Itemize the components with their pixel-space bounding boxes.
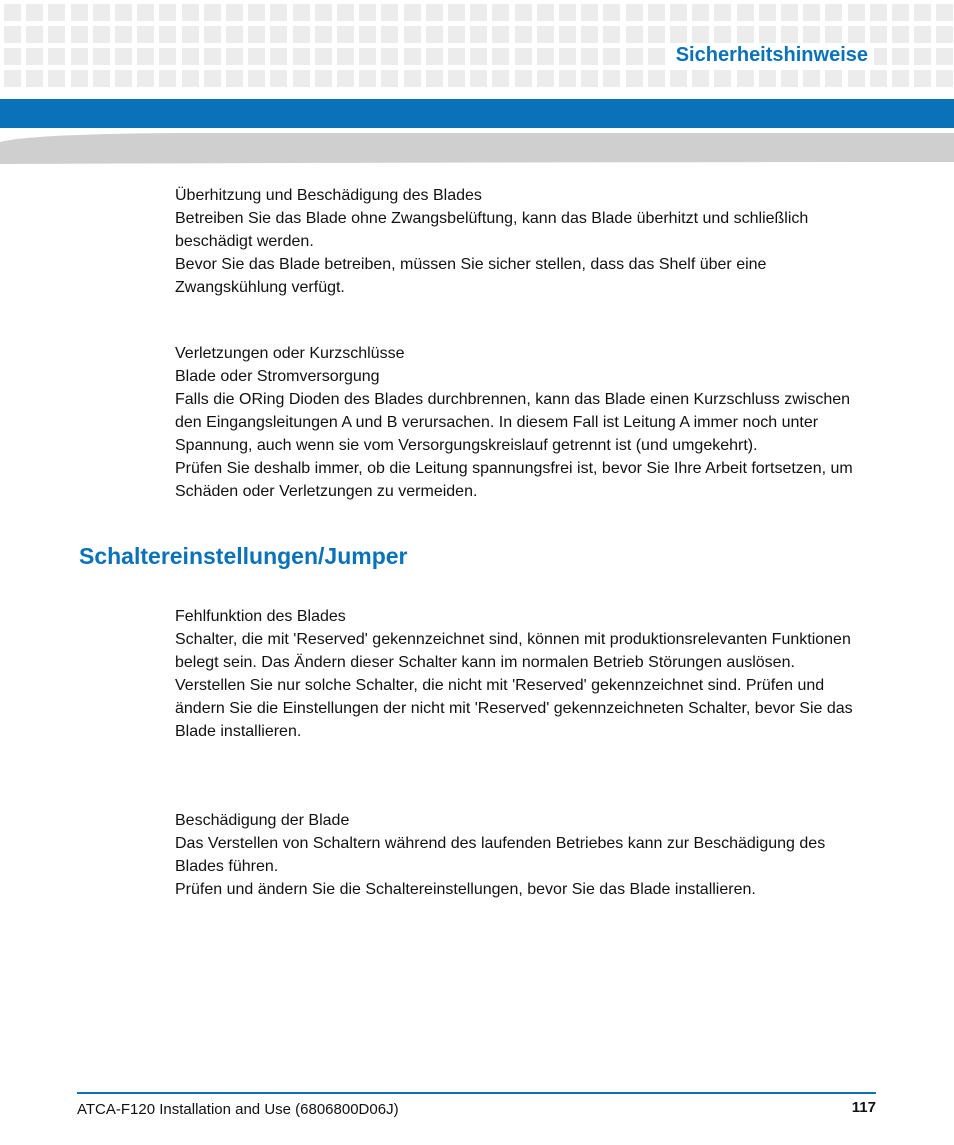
header-tile bbox=[848, 70, 865, 87]
header-tile bbox=[781, 70, 798, 87]
header-tile bbox=[71, 70, 88, 87]
header-tile bbox=[293, 70, 310, 87]
header-tile bbox=[182, 70, 199, 87]
header-tile bbox=[26, 70, 43, 87]
header-tile bbox=[448, 48, 465, 65]
header-tile bbox=[914, 4, 931, 21]
header-tile bbox=[270, 4, 287, 21]
footer-rule bbox=[77, 1092, 876, 1094]
header-tile bbox=[914, 48, 931, 65]
header-tile bbox=[492, 26, 509, 43]
header-tile bbox=[737, 26, 754, 43]
header-tile bbox=[226, 4, 243, 21]
warning-block-overheating bbox=[175, 184, 875, 299]
header-tile bbox=[381, 70, 398, 87]
header-tile bbox=[337, 4, 354, 21]
header-tile bbox=[537, 26, 554, 43]
header-tile bbox=[870, 26, 887, 43]
header-tile bbox=[492, 48, 509, 65]
header-tile bbox=[759, 26, 776, 43]
header-tile bbox=[359, 26, 376, 43]
header-tile bbox=[159, 4, 176, 21]
warning-text: Verstellen Sie nur solche Schalter, die nicht mit 'Reserved' gekennzeichnet sind. Prüfen und ändern Sie die Einstellungen der nicht mit 'Reserved' gekennzeichneten Schalter, bevor Sie das Blade installieren. bbox=[175, 677, 853, 740]
header-tile bbox=[137, 26, 154, 43]
header-tile bbox=[581, 4, 598, 21]
header-tile bbox=[381, 26, 398, 43]
header-tile bbox=[737, 4, 754, 21]
header-tile bbox=[204, 4, 221, 21]
warning-text: Das Verstellen von Schaltern während des laufenden Betriebes kann zur Beschädigung des Blades führen. bbox=[175, 835, 826, 875]
header-tile bbox=[670, 26, 687, 43]
header-tile bbox=[714, 4, 731, 21]
header-tile bbox=[781, 4, 798, 21]
header-tile bbox=[892, 70, 909, 87]
header-tile bbox=[470, 48, 487, 65]
header-tile bbox=[603, 26, 620, 43]
header-tile bbox=[4, 4, 21, 21]
header-blue-bar bbox=[0, 99, 954, 128]
header-tile bbox=[404, 4, 421, 21]
header-tile bbox=[603, 48, 620, 65]
header-tile bbox=[559, 26, 576, 43]
header-tile bbox=[626, 4, 643, 21]
header-tile bbox=[448, 4, 465, 21]
header-tile bbox=[404, 70, 421, 87]
header-tile bbox=[603, 70, 620, 87]
header-tile bbox=[182, 48, 199, 65]
header-tile bbox=[914, 26, 931, 43]
header-tile bbox=[404, 26, 421, 43]
header-tile bbox=[404, 48, 421, 65]
header-tile bbox=[515, 48, 532, 65]
header-tile bbox=[559, 70, 576, 87]
header-tile bbox=[26, 26, 43, 43]
header-tile bbox=[4, 70, 21, 87]
header-tile bbox=[537, 70, 554, 87]
header-tile bbox=[581, 48, 598, 65]
header-tile bbox=[293, 26, 310, 43]
header-tile bbox=[936, 48, 953, 65]
header-tile bbox=[648, 70, 665, 87]
warning-text: Schalter, die mit 'Reserved' gekennzeichnet sind, können mit produktionsrelevanten Funktionen belegt sein. Das Ändern dieser Schalter kann im normalen Betrieb Störungen auslösen. bbox=[175, 631, 851, 671]
header-tile bbox=[226, 26, 243, 43]
warning-text: Bevor Sie das Blade betreiben, müssen Sie sicher stellen, dass das Shelf über eine Zwangskühlung verfügt. bbox=[175, 256, 767, 296]
header-tile bbox=[892, 48, 909, 65]
header-grey-swoosh bbox=[0, 128, 954, 164]
page-number: 117 bbox=[851, 1099, 876, 1116]
header-tile bbox=[848, 26, 865, 43]
warning-title: Beschädigung der Blade bbox=[175, 812, 350, 829]
header-tile bbox=[115, 70, 132, 87]
header-tile bbox=[359, 70, 376, 87]
header-tile bbox=[115, 4, 132, 21]
header-tile bbox=[226, 70, 243, 87]
header-tile bbox=[248, 26, 265, 43]
header-tile bbox=[825, 4, 842, 21]
header-tile bbox=[315, 26, 332, 43]
header-tile bbox=[670, 70, 687, 87]
header-tile bbox=[71, 4, 88, 21]
header-tile bbox=[293, 48, 310, 65]
header-tile bbox=[159, 48, 176, 65]
header-tile bbox=[515, 26, 532, 43]
header-tile bbox=[115, 26, 132, 43]
header-tile bbox=[603, 4, 620, 21]
header-tile bbox=[492, 4, 509, 21]
header-tile bbox=[315, 70, 332, 87]
header-tile bbox=[537, 4, 554, 21]
header-tile bbox=[270, 48, 287, 65]
header-tile bbox=[559, 48, 576, 65]
header-tile bbox=[470, 70, 487, 87]
header-tile bbox=[381, 48, 398, 65]
header-tile bbox=[426, 26, 443, 43]
header-tile bbox=[870, 70, 887, 87]
header-tile bbox=[381, 4, 398, 21]
warning-block-short-circuit bbox=[175, 342, 875, 503]
header-tile bbox=[93, 26, 110, 43]
footer-document-title: ATCA-F120 Installation and Use (6806800D06J) bbox=[77, 1101, 399, 1118]
header-tile bbox=[581, 70, 598, 87]
header-tile bbox=[48, 70, 65, 87]
header-tile bbox=[559, 4, 576, 21]
header-tile bbox=[204, 48, 221, 65]
header-tile bbox=[71, 26, 88, 43]
header-tile bbox=[137, 48, 154, 65]
header-tile bbox=[4, 48, 21, 65]
header-tile bbox=[737, 70, 754, 87]
warning-text: Prüfen Sie deshalb immer, ob die Leitung spannungsfrei ist, bevor Sie Ihre Arbeit fortsetzen, um Schäden oder Verletzungen zu vermeiden. bbox=[175, 460, 853, 500]
header-tile bbox=[93, 48, 110, 65]
header-tile bbox=[337, 70, 354, 87]
header-tile bbox=[825, 26, 842, 43]
header-tile bbox=[648, 48, 665, 65]
warning-title: Überhitzung und Beschädigung des Blades bbox=[175, 187, 482, 204]
header-tile bbox=[470, 26, 487, 43]
header-tile bbox=[137, 70, 154, 87]
header-tile bbox=[93, 70, 110, 87]
header-tile bbox=[270, 70, 287, 87]
header-tile bbox=[115, 48, 132, 65]
warning-title: Fehlfunktion des Blades bbox=[175, 608, 346, 625]
header-tile bbox=[248, 48, 265, 65]
header-tile bbox=[492, 70, 509, 87]
header-tile bbox=[71, 48, 88, 65]
warning-text: Falls die ORing Dioden des Blades durchbrennen, kann das Blade einen Kurzschluss zwischen den Eingangsleitungen A und B verursachen. In diesem Fall ist Leitung A immer noch unter Spannung, auch wenn sie vom Versorgungskreislauf getrennt ist (und umgekehrt). bbox=[175, 391, 851, 454]
header-tile bbox=[359, 48, 376, 65]
header-tile bbox=[870, 4, 887, 21]
header-tile bbox=[936, 26, 953, 43]
header-tile bbox=[182, 26, 199, 43]
header-tile bbox=[692, 70, 709, 87]
header-tile bbox=[204, 26, 221, 43]
header-tile bbox=[159, 70, 176, 87]
header-tile bbox=[515, 70, 532, 87]
header-tile bbox=[936, 70, 953, 87]
header-tile bbox=[48, 4, 65, 21]
header-tile bbox=[93, 4, 110, 21]
header-tile bbox=[892, 4, 909, 21]
header-tile bbox=[26, 4, 43, 21]
header-tile bbox=[315, 48, 332, 65]
header-tile bbox=[714, 26, 731, 43]
warning-title: Verletzungen oder Kurzschlüsse bbox=[175, 345, 405, 362]
header-tile bbox=[48, 48, 65, 65]
header-tile bbox=[204, 70, 221, 87]
header-tile bbox=[936, 4, 953, 21]
header-tile bbox=[803, 4, 820, 21]
header-tile bbox=[159, 26, 176, 43]
header-tile bbox=[226, 48, 243, 65]
header-tile bbox=[337, 26, 354, 43]
section-heading: Schaltereinstellungen/Jumper bbox=[79, 543, 408, 569]
header-tile bbox=[315, 4, 332, 21]
header-tile bbox=[448, 70, 465, 87]
header-tile bbox=[692, 4, 709, 21]
header-tile bbox=[648, 4, 665, 21]
header-tile bbox=[270, 26, 287, 43]
running-section-title: Sicherheitshinweise bbox=[670, 44, 874, 67]
header-tile bbox=[759, 4, 776, 21]
header-tile bbox=[248, 70, 265, 87]
header-tile bbox=[293, 4, 310, 21]
header-tile bbox=[581, 26, 598, 43]
header-tile bbox=[714, 70, 731, 87]
header-tile bbox=[892, 26, 909, 43]
header-tile bbox=[426, 70, 443, 87]
header-tile bbox=[26, 48, 43, 65]
header-tile bbox=[759, 70, 776, 87]
warning-block-damage bbox=[175, 809, 875, 901]
warning-block-malfunction bbox=[175, 605, 875, 743]
header-tile bbox=[825, 70, 842, 87]
header-tile bbox=[626, 26, 643, 43]
header-tile bbox=[803, 70, 820, 87]
header-tile bbox=[248, 4, 265, 21]
warning-text: Prüfen und ändern Sie die Schaltereinstellungen, bevor Sie das Blade installieren. bbox=[175, 881, 756, 898]
header-tile bbox=[515, 4, 532, 21]
header-tile bbox=[448, 26, 465, 43]
header-tile bbox=[781, 26, 798, 43]
header-tile bbox=[626, 48, 643, 65]
header-tile bbox=[914, 70, 931, 87]
header-tile bbox=[337, 48, 354, 65]
header-tile bbox=[670, 4, 687, 21]
warning-text: Betreiben Sie das Blade ohne Zwangsbelüftung, kann das Blade überhitzt und schließlich beschädigt werden. bbox=[175, 210, 809, 250]
header-tile bbox=[359, 4, 376, 21]
header-tile bbox=[182, 4, 199, 21]
header-tile bbox=[48, 26, 65, 43]
header-tile bbox=[537, 48, 554, 65]
header-tile bbox=[4, 26, 21, 43]
header-tile bbox=[426, 48, 443, 65]
header-tile bbox=[692, 26, 709, 43]
header-tile bbox=[803, 26, 820, 43]
header-tile bbox=[626, 70, 643, 87]
header-tile bbox=[648, 26, 665, 43]
header-tile bbox=[848, 4, 865, 21]
header-tile bbox=[137, 4, 154, 21]
header-tile bbox=[426, 4, 443, 21]
header-tile bbox=[470, 4, 487, 21]
warning-subtitle: Blade oder Stromversorgung bbox=[175, 368, 380, 385]
